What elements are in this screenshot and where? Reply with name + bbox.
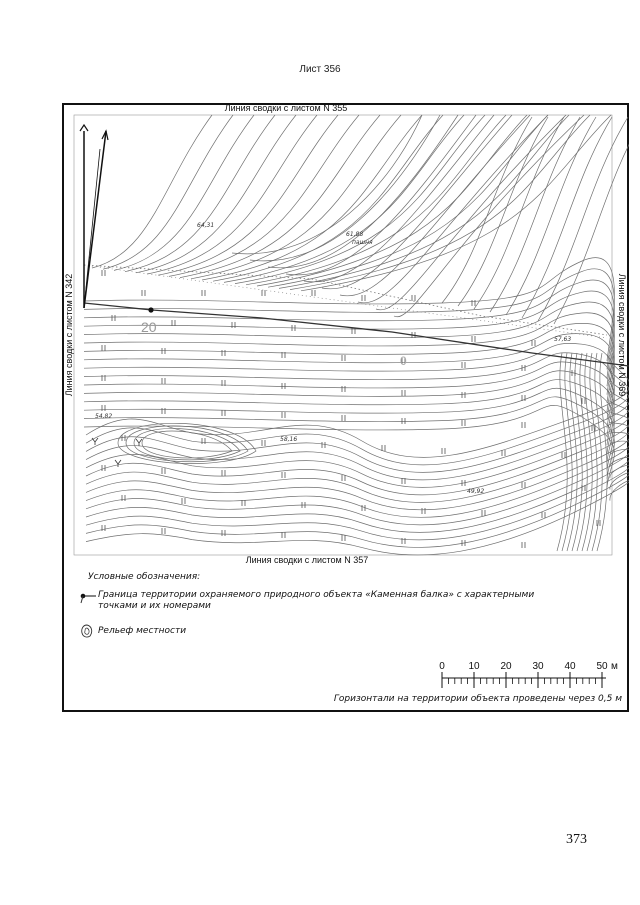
contour-line <box>84 380 614 462</box>
scale-tick-label: 20 <box>500 661 512 672</box>
slope-hatch <box>262 440 265 446</box>
edge-label-left: Линия сводки с листом N 342 <box>64 273 74 397</box>
slope-hatch <box>322 442 325 448</box>
slope-hatch <box>232 322 235 328</box>
contour-line <box>84 397 614 479</box>
contour-label: 0 <box>400 354 407 368</box>
contour-line <box>246 115 506 285</box>
slope-hatch <box>502 450 505 456</box>
boundary-point-number: 20 <box>141 319 157 335</box>
slope-hatch <box>262 290 265 296</box>
middle-contours <box>84 258 614 487</box>
legend-item-relief: Рельеф местности <box>98 626 187 636</box>
slope-hatch <box>542 512 545 518</box>
slope-hatch <box>202 438 205 444</box>
spot-height: 54,82 <box>95 413 113 420</box>
edge-label-right: Линия сводки с листом N 369 <box>617 273 627 397</box>
edge-label-top: Линия сводки с листом N 355 <box>224 103 348 113</box>
contour-line <box>224 115 464 282</box>
slope-hatch <box>532 340 535 346</box>
slope-hatch <box>282 412 285 418</box>
slope-hatch <box>342 386 345 392</box>
contour-interval-note: Горизонтали на территории объекта проведены через 0,5 м <box>333 694 622 704</box>
slope-hatch <box>362 505 365 511</box>
slope-hatch <box>342 415 345 421</box>
contour-line <box>180 115 380 278</box>
slope-hatch <box>122 435 125 441</box>
slope-hatch <box>442 448 445 454</box>
slope-hatch <box>102 405 105 411</box>
contour-line <box>84 343 614 428</box>
slope-hatch <box>202 290 205 296</box>
slope-hatch <box>162 378 165 384</box>
slope-hatch <box>282 383 285 389</box>
boundary-line-icon <box>79 592 97 604</box>
slope-hatch <box>412 295 415 301</box>
contour-line <box>84 313 614 403</box>
legend-item-boundary: Граница территории охраняемого природного объекта «Каменная балка» с характерными точками и их номерами <box>98 590 535 611</box>
contour-line <box>84 334 614 420</box>
ravine-contours <box>86 353 629 555</box>
slope-hatch <box>282 532 285 538</box>
contour-line <box>125 115 275 272</box>
slope-hatch <box>102 345 105 351</box>
map-canvas <box>62 103 629 712</box>
slope-hatch <box>382 445 385 451</box>
slope-hatch <box>462 362 465 368</box>
slope-hatch <box>172 320 175 326</box>
contour-line <box>86 389 629 480</box>
slope-hatch <box>422 508 425 514</box>
relief-icon <box>80 623 94 639</box>
map-inner-border <box>74 115 612 555</box>
scale-bar <box>430 657 620 689</box>
slope-hatch <box>312 290 315 296</box>
north-arrow-icon <box>80 125 108 308</box>
scale-tick-label: 40 <box>564 661 576 672</box>
slope-hatch <box>472 300 475 306</box>
contour-line <box>169 115 359 276</box>
contour-line <box>340 115 530 296</box>
slope-hatch <box>562 452 565 458</box>
slope-hatch <box>242 500 245 506</box>
slope-hatch <box>462 392 465 398</box>
slope-hatch <box>342 355 345 361</box>
slope-hatch <box>182 498 185 504</box>
contour-line <box>84 371 614 454</box>
scale-unit: м <box>611 661 618 672</box>
slope-hatch <box>222 410 225 416</box>
slope-hatch <box>522 482 525 488</box>
slope-hatch <box>162 528 165 534</box>
slope-hatch <box>462 420 465 426</box>
contour-line <box>84 302 614 395</box>
contour-line <box>142 431 232 458</box>
scale-tick-label: 0 <box>439 661 445 672</box>
slope-hatch <box>162 408 165 414</box>
scale-tick-label: 50 <box>596 661 608 672</box>
scale-tick-label: 30 <box>532 661 544 672</box>
contour-line <box>213 115 443 281</box>
scale-tick-label: 10 <box>468 661 480 672</box>
spot-height: 49,92 <box>467 488 485 495</box>
spot-height: 64,31 <box>197 222 215 229</box>
edge-label-bottom: Линия сводки с листом N 357 <box>245 555 369 565</box>
boundary-point-marker <box>148 307 153 312</box>
slope-hatch <box>362 295 365 301</box>
spot-height: 58,16 <box>280 436 298 443</box>
territory-boundary <box>84 303 629 366</box>
contour-line <box>235 115 485 284</box>
contour-line <box>442 117 532 303</box>
slope-hatch <box>402 390 405 396</box>
spot-height: 57,63 <box>554 336 572 343</box>
slope-hatch <box>162 468 165 474</box>
contour-line <box>86 432 629 509</box>
legend-title: Условные обозначения: <box>88 572 201 582</box>
slope-hatch <box>222 350 225 356</box>
contour-line <box>86 480 629 555</box>
contour-line <box>394 115 584 317</box>
slope-hatch <box>142 290 145 296</box>
contour-line <box>84 353 614 437</box>
slope-hatch <box>522 542 525 548</box>
slope-hatch <box>102 270 105 276</box>
contour-line <box>522 117 612 318</box>
contour-line <box>86 465 629 540</box>
slope-hatch <box>342 535 345 541</box>
contour-line <box>147 115 317 274</box>
contour-line <box>358 115 548 303</box>
slope-hatch <box>222 470 225 476</box>
slope-hatch <box>112 315 115 321</box>
slope-hatch <box>282 472 285 478</box>
slope-hatch <box>222 530 225 536</box>
upper-contours <box>92 115 629 324</box>
slope-hatch <box>482 510 485 516</box>
slope-hatch <box>582 398 585 404</box>
sheet-title: Лист 356 <box>299 64 341 75</box>
page-number: 373 <box>566 832 587 847</box>
contour-line <box>92 115 215 268</box>
slope-hatch <box>122 495 125 501</box>
slope-hatch <box>472 336 475 342</box>
contour-line <box>86 377 629 472</box>
contour-line <box>103 115 233 269</box>
contour-line <box>114 115 254 270</box>
slope-hatch <box>522 422 525 428</box>
slope-hatch <box>102 525 105 531</box>
spot-height: 61,88 <box>346 231 364 238</box>
contour-line <box>376 115 566 310</box>
area-label: пашня <box>352 239 373 246</box>
slope-hatch <box>342 475 345 481</box>
